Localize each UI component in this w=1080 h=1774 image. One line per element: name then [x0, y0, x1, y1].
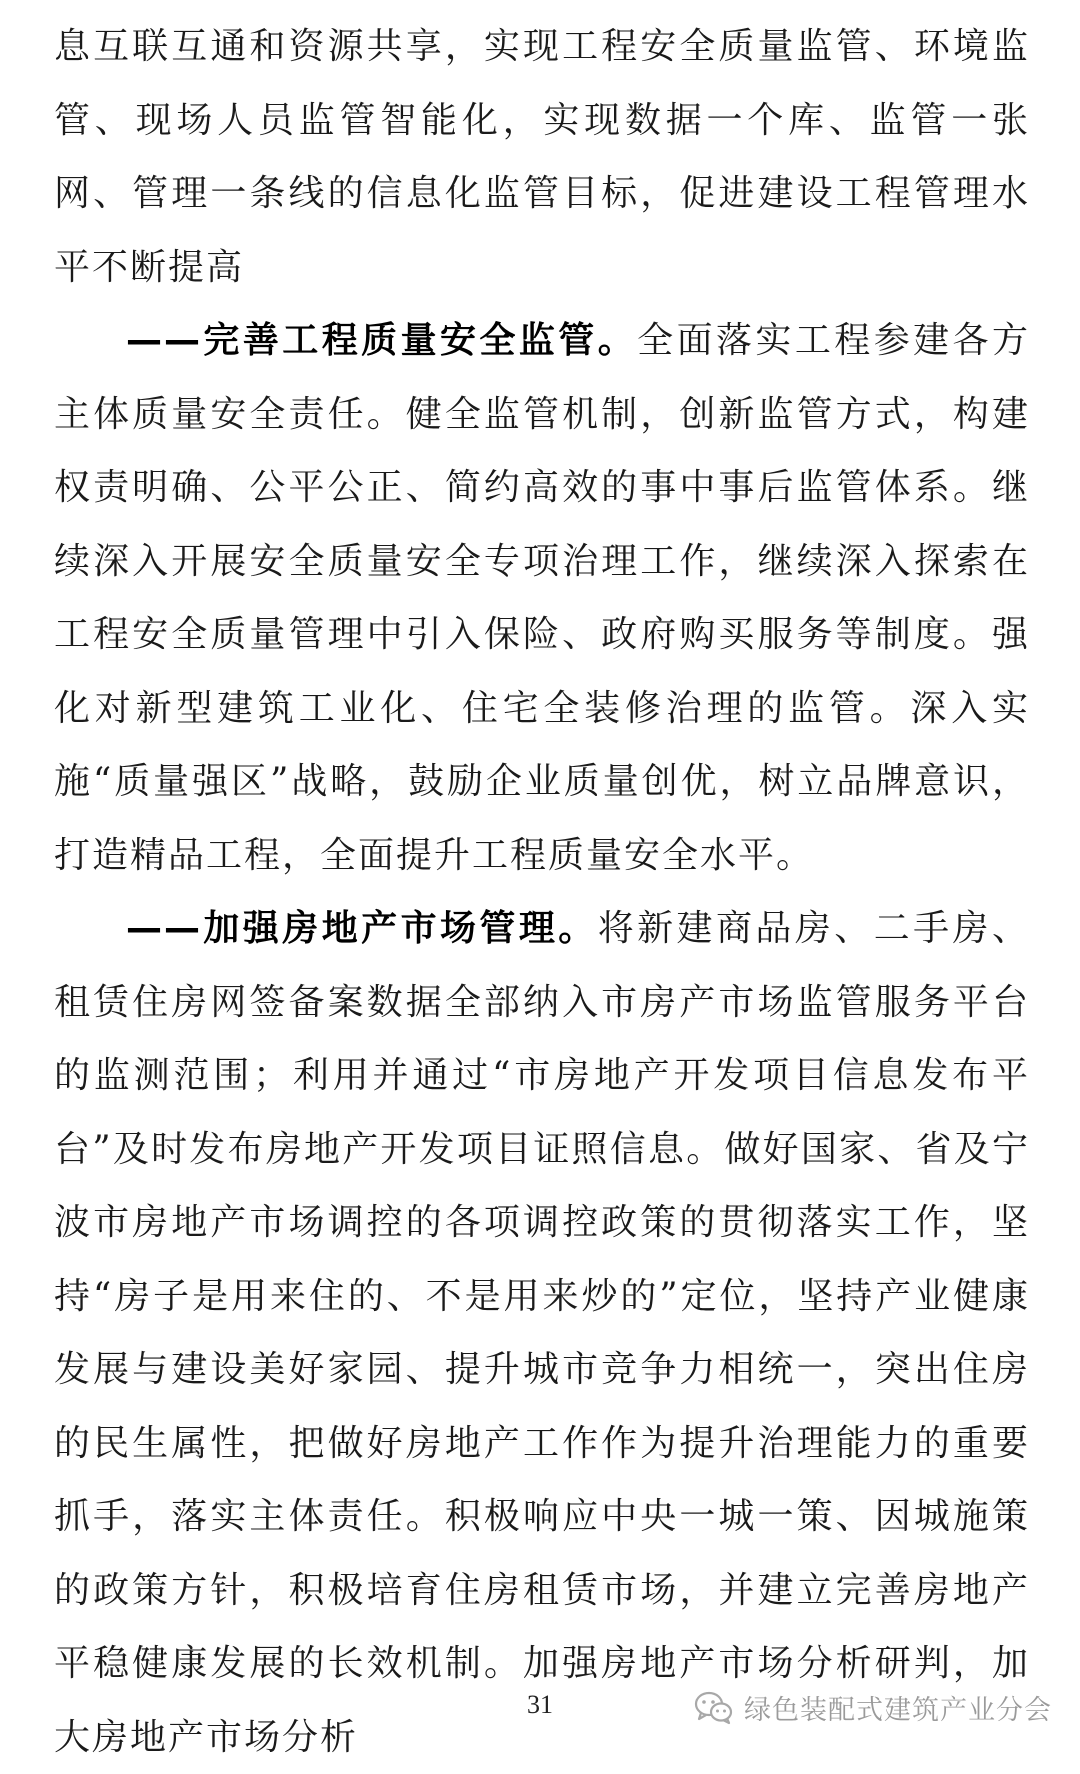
- wechat-icon: [694, 1691, 734, 1725]
- document-body: [54, 10, 1030, 1774]
- paragraph-quality-safety: [54, 304, 1030, 892]
- paragraph-heading: ——完善工程质量安全监管。: [126, 320, 638, 361]
- paragraph-continuation: [54, 10, 1030, 304]
- paragraph-real-estate: [54, 892, 1030, 1774]
- paragraph-text: 息互联互通和资源共享，实现工程安全质量监管、环境监管、现场人员监管智能化，实现数据一个库、监管一张网、管理一条线的信息化监管目标，促进建设工程管理水平不断提高: [54, 26, 1030, 288]
- paragraph-text: 将新建商品房、二手房、租赁住房网签备案数据全部纳入市房产市场监管服务平台的监测范围；利用并通过“市房地产开发项目信息发布平台”及时发布房地产开发项目证照信息。做好国家、省及宁波市房地产市场调控的各项调控政策的贯彻落实工作，坚持“房子是用来住的、不是用来炒的”定位，坚持产业健康发展与建设美好家园、提升城市竞争力相统一，突出住房的民生属性，把做好房地产工作作为提升治理能力的重要抓手，落实主体责任。积极响应中央一城一策、因城施策的政策方针，积极培育住房租赁市场，并建立完善房地产平稳健康发展的长效机制。加强房地产市场分析研判，加大房地产市场分析: [54, 908, 1030, 1758]
- page-number: 31: [527, 1690, 553, 1719]
- paragraph-text: 全面落实工程参建各方主体质量安全责任。健全监管机制，创新监管方式，构建权责明确、公平公正、简约高效的事中事后监管体系。继续深入开展安全质量安全专项治理工作，继续深入探索在工程安全质量管理中引入保险、政府购买服务等制度。强化对新型建筑工业化、住宅全装修治理的监管。深入实施“质量强区”战略，鼓励企业质量创优，树立品牌意识，打造精品工程，全面提升工程质量安全水平。: [54, 320, 1030, 876]
- watermark: [694, 1688, 1052, 1727]
- watermark-text: 绿色装配式建筑产业分会: [744, 1695, 1052, 1726]
- paragraph-heading: ——加强房地产市场管理。: [126, 908, 598, 949]
